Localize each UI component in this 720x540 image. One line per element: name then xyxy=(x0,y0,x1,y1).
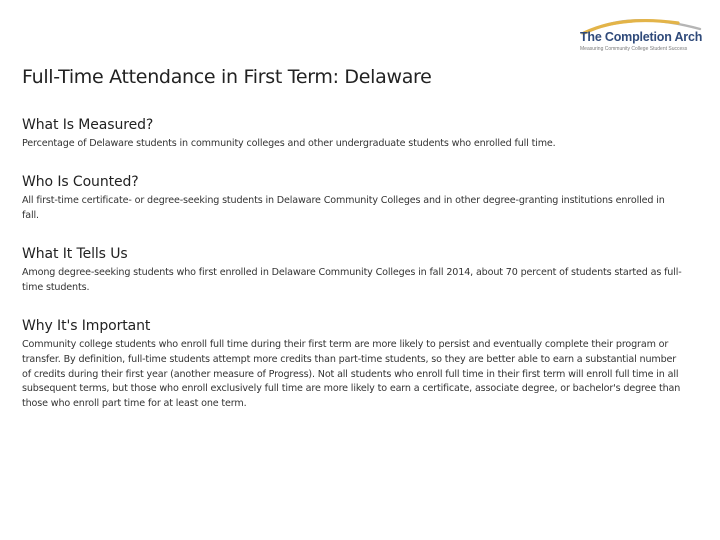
section-what-is-measured xyxy=(22,117,684,152)
section-body: Among degree-seeking students who first enrolled in Delaware Community Colleges in fall 2014, about 70 percent of students started as full-time students. xyxy=(22,267,682,293)
section-heading: What It Tells Us xyxy=(22,246,128,262)
logo-title: The Completion Arch xyxy=(580,30,703,44)
section-who-is-counted xyxy=(22,174,684,224)
section-body: Percentage of Delaware students in community colleges and other undergraduate students who enrolled full time. xyxy=(22,138,556,149)
section-heading: What Is Measured? xyxy=(22,117,154,133)
section-body: Community college students who enroll full time during their first term are more likely to persist and eventually complete their program or transfer. By definition, full-time students attempt more credits than part-time students, so they are better able to earn a substantial number of credits during their first year (another measure of Progress). Not all students who enroll full time in their first term will enroll full time in all subsequent terms, but those who enroll exclusively full time are more likely to earn a certificate, associate degree, or bachelor's degree than those who enroll part time for at least one term. xyxy=(22,339,681,410)
section-heading: Who Is Counted? xyxy=(22,174,139,190)
section-what-it-tells-us xyxy=(22,246,684,296)
section-heading: Why It's Important xyxy=(22,318,151,334)
completion-arch-logo xyxy=(574,12,708,58)
logo-tagline: Measuring Community College Student Success xyxy=(580,46,688,52)
section-body: All first-time certificate- or degree-seeking students in Delaware Community Colleges and in other degree-granting institutions enrolled in fall. xyxy=(22,195,665,221)
page-title: Full-Time Attendance in First Term: Delaware xyxy=(22,66,432,88)
section-why-its-important xyxy=(22,318,684,412)
